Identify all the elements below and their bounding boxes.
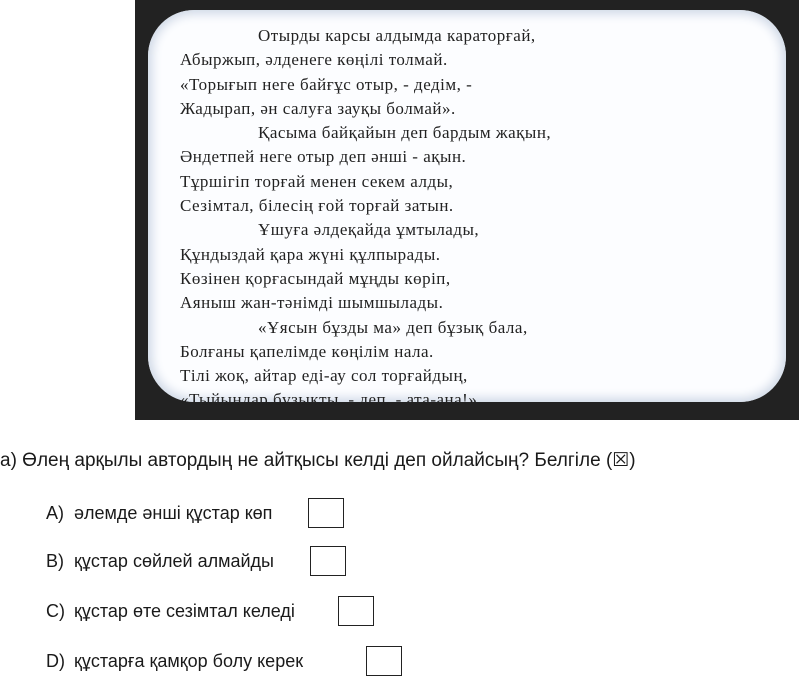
poem-line: Көзінен қорғасындай мұңды көріп, (180, 268, 451, 288)
poem-text (180, 24, 760, 413)
poem-line: Ұшуға әлдеқайда ұмтылады, (258, 220, 480, 240)
poem-line: Құндыздай қара жүні құлпырады. (180, 244, 441, 264)
answer-checkbox-c[interactable] (338, 596, 374, 626)
option-c[interactable] (46, 596, 374, 630)
question-text: а) Өлең арқылы автордың не айтқысы келді деп ойлайсың? Белгіле (☒) (0, 450, 636, 471)
option-text: құстар өте сезімтал келеді (74, 601, 295, 621)
option-letter: D) (46, 651, 65, 671)
poem-line: «Торығып неге байғұс отыр, - дедім, - (180, 74, 473, 94)
option-letter: B) (46, 551, 64, 571)
poem-line: Жадырап, ән салуға зауқы болмай». (180, 98, 456, 118)
poem-line: Қасыма байқайын деп бардым жақын, (258, 123, 552, 143)
option-text: құстарға қамқор болу керек (74, 651, 304, 671)
option-text: құстар сөйлей алмайды (74, 551, 274, 571)
poem-line: Тілі жоқ, айтар еді-ау сол торғайдың, (180, 366, 468, 386)
poem-line: Аяныш жан-тәнімді шымшылады. (180, 293, 444, 313)
answer-checkbox-a[interactable] (308, 498, 344, 528)
option-text: әлемде әнші құстар көп (74, 503, 273, 523)
poem-line: «Ұясын бұзды ма» деп бұзық бала, (258, 317, 528, 337)
poem-line: Отырды карсы алдымда караторғай, (258, 26, 536, 45)
poem-line: Болғаны қапелімде көңілім нала. (180, 341, 434, 361)
poem-line: «Тыйыңдар бұзықты, - деп, - ата-ана!» (180, 390, 478, 410)
option-a[interactable] (46, 498, 344, 532)
poem-line: Абыржып, әлденеге көңілі толмай. (180, 50, 448, 70)
answer-checkbox-d[interactable] (366, 646, 402, 676)
option-letter: A) (46, 503, 64, 523)
poem-line: Әндетпей неге отыр деп әнші - ақын. (180, 147, 467, 167)
option-b[interactable] (46, 546, 346, 580)
option-d[interactable] (46, 646, 402, 680)
answer-checkbox-b[interactable] (310, 546, 346, 576)
poem-line: Тұршігіп торғай менен секем алды, (180, 171, 454, 191)
poem-line: Сезімтал, білесің ғой торғай затын. (180, 196, 454, 216)
option-letter: C) (46, 601, 65, 621)
